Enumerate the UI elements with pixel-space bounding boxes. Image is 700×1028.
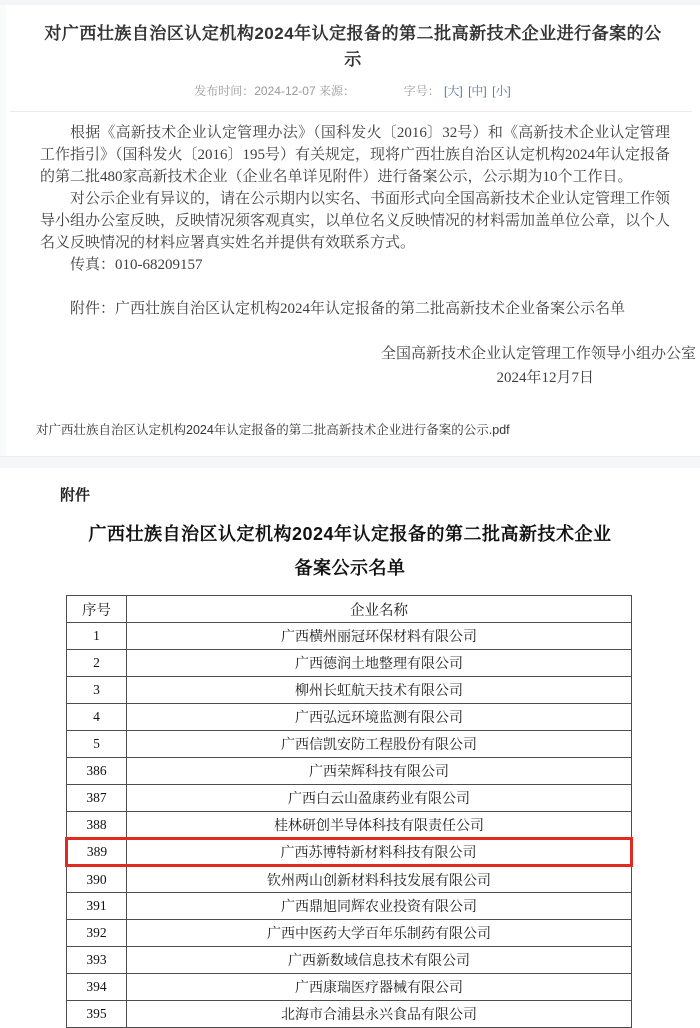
source-label: 来源：	[318, 84, 355, 98]
column-header-company-name: 企业名称	[127, 596, 632, 623]
attachment-title-line2: 备案公示名单	[294, 558, 406, 578]
cell-company-name: 广西苏博特新材料科技有限公司	[127, 839, 632, 866]
cell-serial-number: 2	[67, 650, 127, 677]
table-header-row	[67, 596, 632, 623]
table-row	[67, 704, 632, 731]
table-row	[67, 650, 632, 677]
table-row	[67, 785, 632, 812]
cell-company-name: 北海市合浦县永兴食品有限公司	[127, 1001, 632, 1028]
paragraph-objection: 对公示企业有异议的，请在公示期内以实名、书面形式向全国高新技术企业认定管理工作领导小组办公室反映，反映情况须客观真实，以单位名义反映情况的材料需加盖单位公章，以个人名义反映情况的材料应署真实姓名并提供有效联系方式。	[40, 191, 671, 251]
table-row	[67, 974, 632, 1001]
pdf-attachment-link[interactable]: 对广西壮族自治区认定机构2024年认定报备的第二批高新技术企业进行备案的公示.pdf	[36, 423, 510, 437]
cell-serial-number: 392	[67, 920, 127, 947]
table-row	[67, 623, 632, 650]
cell-serial-number: 387	[67, 785, 127, 812]
page-title: 对广西壮族自治区认定机构2024年认定报备的第二批高新技术企业进行备案的公示	[44, 24, 662, 69]
meta-line	[6, 82, 700, 99]
cell-serial-number: 5	[67, 731, 127, 758]
cell-company-name: 钦州两山创新材料科技发展有限公司	[127, 866, 632, 893]
table-row	[67, 893, 632, 920]
cell-serial-number: 390	[67, 866, 127, 893]
cell-company-name: 广西荣辉科技有限公司	[127, 758, 632, 785]
publish-date: 2024-12-07	[254, 84, 316, 98]
table-row	[67, 677, 632, 704]
document-body	[6, 112, 700, 320]
font-size-label: 字号：	[403, 84, 440, 98]
attachment-section	[0, 468, 700, 1028]
font-size-small-link[interactable]: [小]	[492, 84, 511, 98]
cell-company-name: 广西信凯安防工程股份有限公司	[127, 731, 632, 758]
cell-serial-number: 393	[67, 947, 127, 974]
table-row	[67, 947, 632, 974]
font-size-large-link[interactable]: [大]	[444, 84, 463, 98]
company-table	[65, 595, 633, 1028]
table-row	[67, 920, 632, 947]
cell-company-name: 柳州长虹航天技术有限公司	[127, 677, 632, 704]
column-header-no: 序号	[67, 596, 127, 623]
cell-company-name: 广西弘远环境监测有限公司	[127, 704, 632, 731]
cell-company-name: 广西新数域信息技术有限公司	[127, 947, 632, 974]
cell-company-name: 广西中医药大学百年乐制药有限公司	[127, 920, 632, 947]
signature-date: 2024年12月7日	[496, 370, 594, 386]
cell-company-name: 桂林研创半导体科技有限责任公司	[127, 812, 632, 839]
cell-serial-number: 391	[67, 893, 127, 920]
table-row	[67, 731, 632, 758]
cell-company-name: 广西德润土地整理有限公司	[127, 650, 632, 677]
table-row	[67, 812, 632, 839]
attachment-title-line1: 广西壮族自治区认定机构2024年认定报备的第二批高新技术企业	[88, 524, 612, 544]
fax-line: 传真：010-68209157	[70, 257, 203, 273]
section-divider	[0, 456, 700, 468]
cell-company-name: 广西鼎旭同辉农业投资有限公司	[127, 893, 632, 920]
signature-office: 全国高新技术企业认定管理工作领导小组办公室	[380, 346, 696, 362]
cell-serial-number: 389	[67, 839, 127, 866]
table-row	[67, 866, 632, 893]
cell-serial-number: 386	[67, 758, 127, 785]
cell-serial-number: 3	[67, 677, 127, 704]
cell-serial-number: 395	[67, 1001, 127, 1028]
cell-serial-number: 394	[67, 974, 127, 1001]
attachment-reference-line: 附件：广西壮族自治区认定机构2024年认定报备的第二批高新技术企业备案公示名单	[70, 301, 626, 317]
cell-company-name: 广西横州丽冠环保材料有限公司	[127, 623, 632, 650]
cell-serial-number: 388	[67, 812, 127, 839]
table-row-highlighted	[67, 839, 632, 866]
publish-time-label: 发布时间：	[194, 84, 255, 98]
attachment-title	[0, 517, 700, 585]
table-row	[67, 1001, 632, 1028]
signature-block	[6, 342, 700, 390]
paragraph-basis: 根据《高新技术企业认定管理办法》（国科发火〔2016〕32号）和《高新技术企业认定管理工作指引》（国科发火〔2016〕195号）有关规定，现将广西壮族自治区认定机构2024年认定报备的第二批480家高新技术企业（企业名单详见附件）进行备案公示，公示期为10个工作日。	[40, 125, 671, 185]
font-size-medium-link[interactable]: [中]	[468, 84, 487, 98]
cell-company-name: 广西康瑞医疗器械有限公司	[127, 974, 632, 1001]
table-row	[67, 758, 632, 785]
cell-company-name: 广西白云山盈康药业有限公司	[127, 785, 632, 812]
cell-serial-number: 4	[67, 704, 127, 731]
attachment-label: 附件	[60, 487, 91, 504]
document-section	[0, 5, 700, 456]
cell-serial-number: 1	[67, 623, 127, 650]
